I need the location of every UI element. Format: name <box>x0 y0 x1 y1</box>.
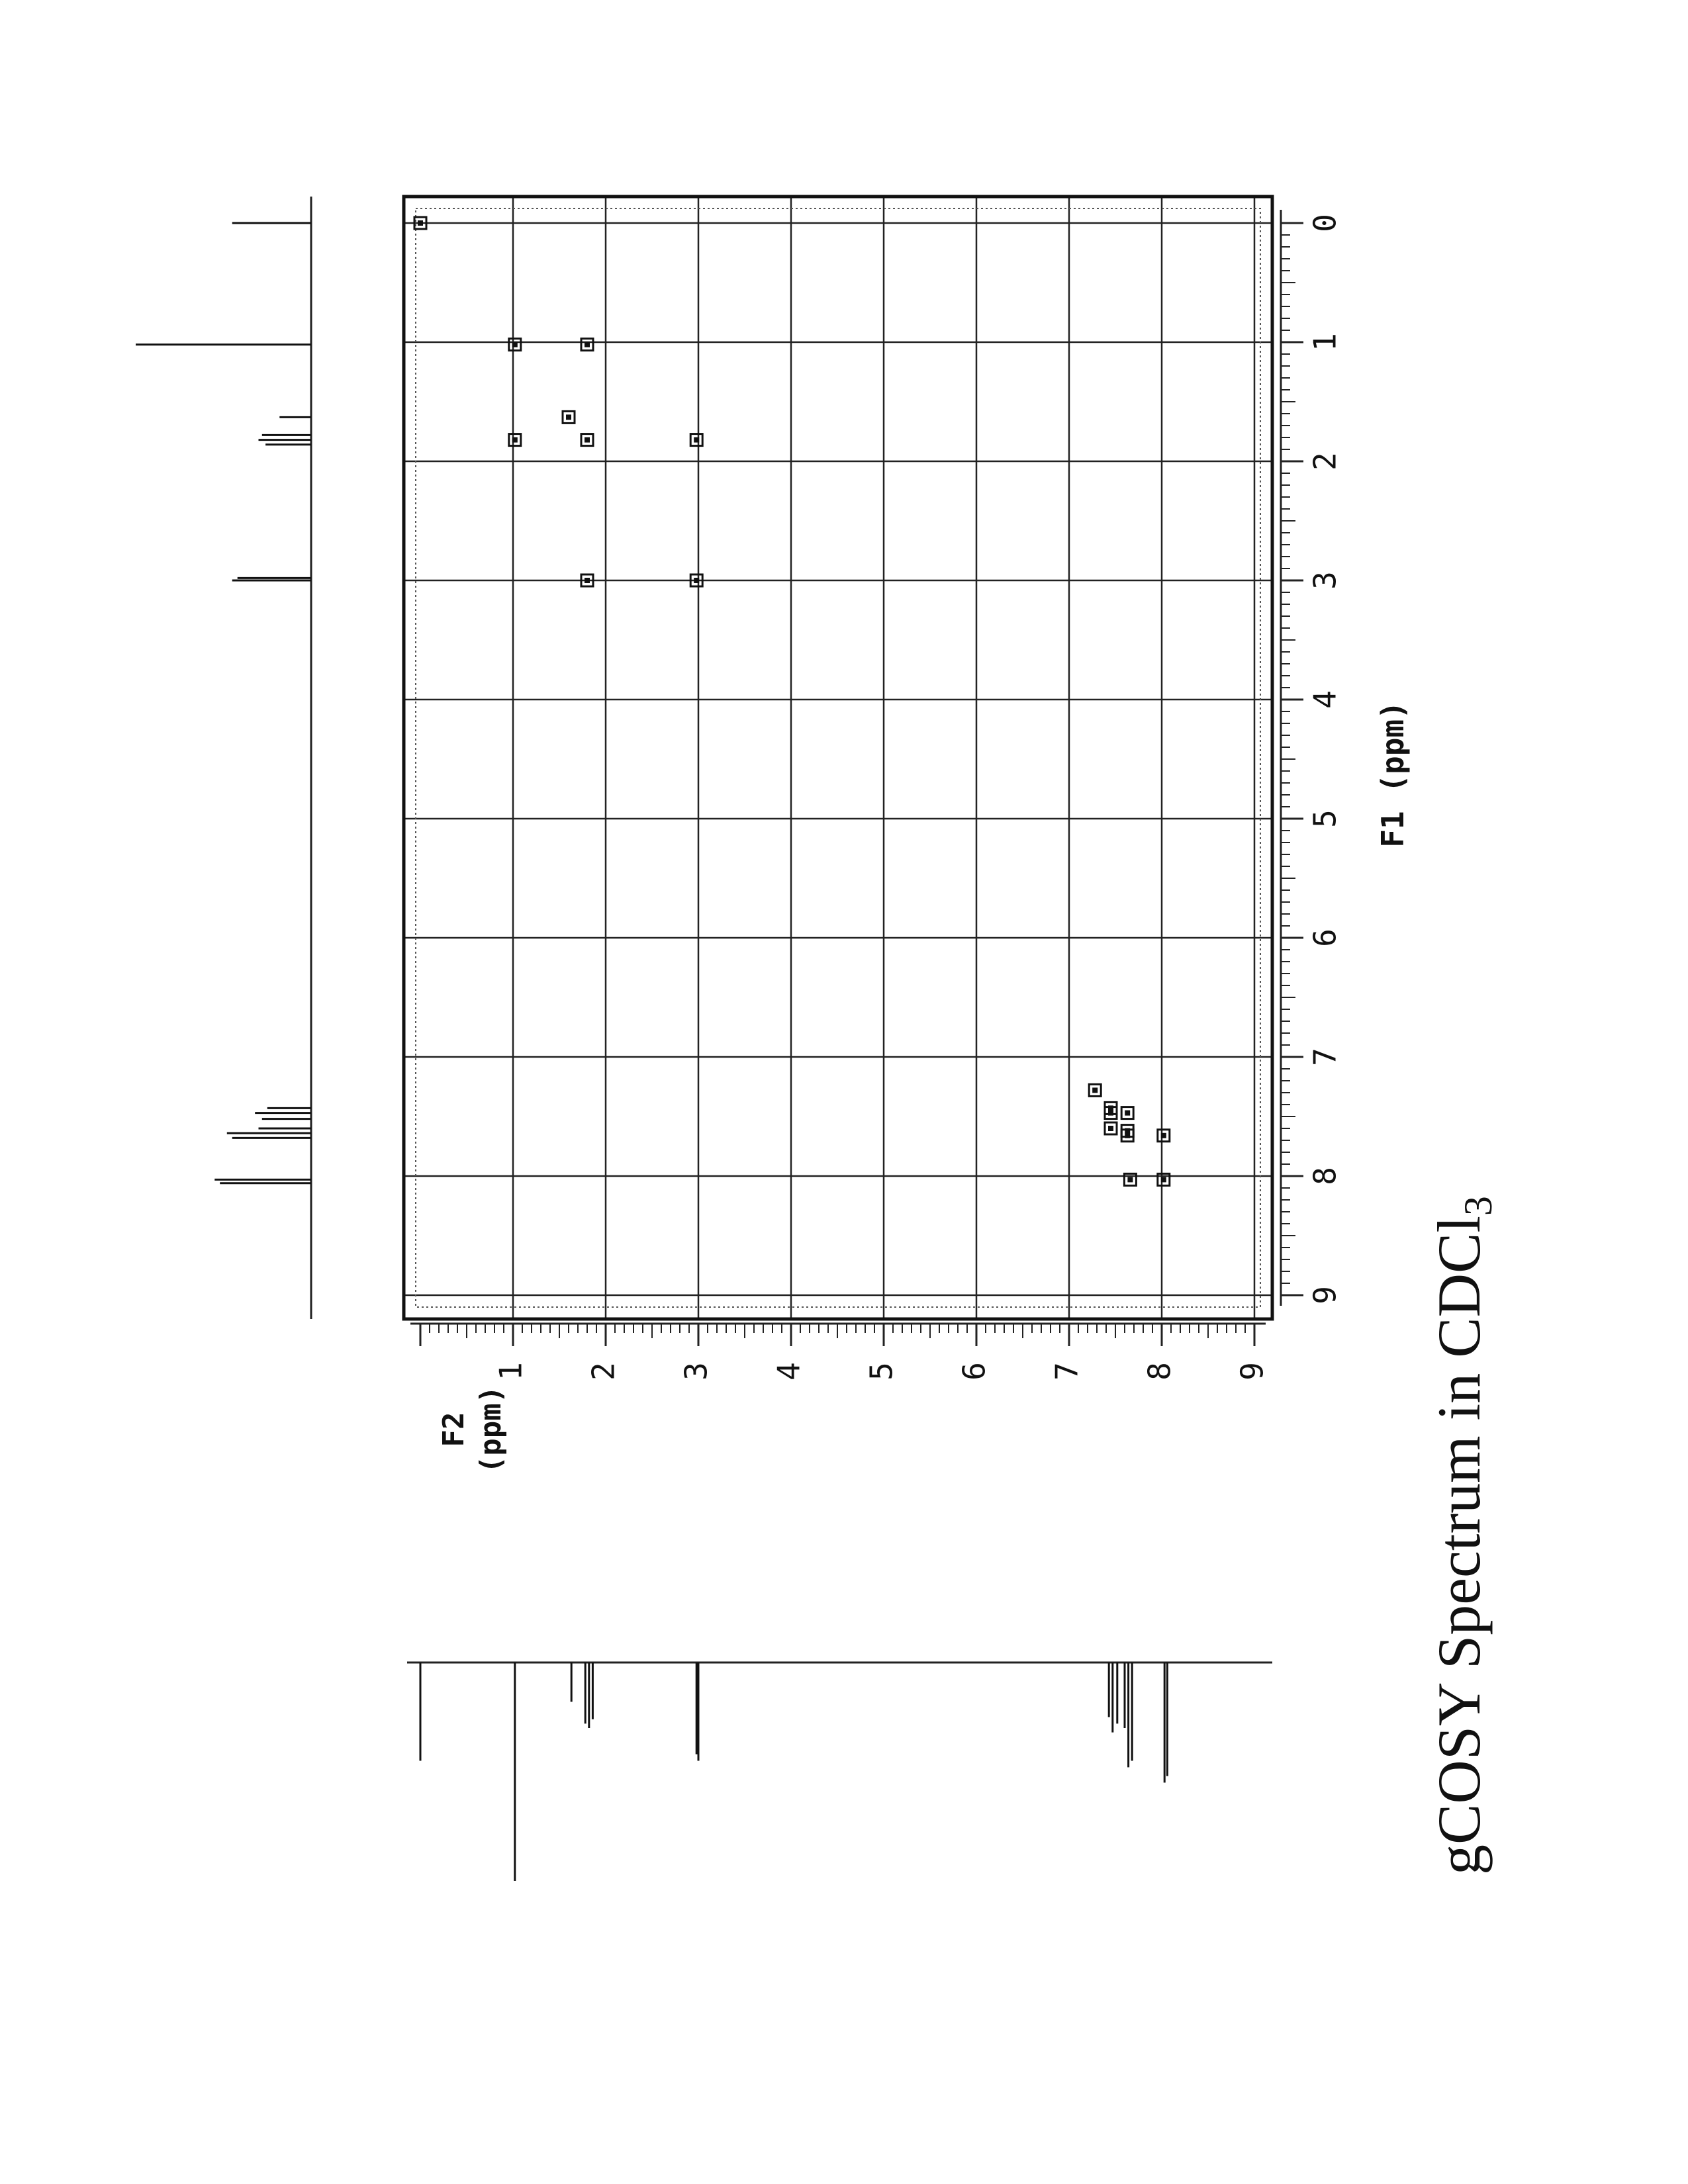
f1-tick-label: 4 <box>1307 690 1343 709</box>
grid-layer <box>404 197 1272 1319</box>
cross-peak <box>1089 1084 1101 1096</box>
cross-peak <box>563 411 575 423</box>
f1-tick-label: 1 <box>1307 333 1343 351</box>
f1-axis-label: F1 (ppm) <box>1375 701 1411 848</box>
f2-tick-label: 1 <box>492 1362 529 1381</box>
f2-tick-label: 5 <box>863 1362 900 1381</box>
cross-peak-core <box>1127 1177 1133 1182</box>
cross-peak-core <box>418 220 423 226</box>
f2-tick-label: 4 <box>771 1362 807 1381</box>
caption-subscript: 3 <box>1456 1196 1500 1216</box>
cross-peak <box>1105 1122 1117 1134</box>
cross-peak-core <box>1092 1087 1098 1093</box>
cross-peak <box>1121 1107 1133 1119</box>
spectrum-caption <box>1425 1196 1500 1875</box>
f1-tick-label: 8 <box>1307 1167 1343 1185</box>
cross-peak-core <box>585 578 590 583</box>
caption-main: gCOSY Spectrum in CDCl <box>1425 1216 1493 1875</box>
cross-peak-core <box>1125 1111 1130 1116</box>
cross-peak-core <box>566 414 571 420</box>
cross-peak-core <box>1125 1133 1130 1138</box>
cross-peak-core <box>694 578 699 583</box>
cross-peak-core <box>694 437 699 443</box>
f2-tick-label: 9 <box>1234 1362 1270 1381</box>
f2-tick-label: 2 <box>585 1362 622 1381</box>
f1-tick-label: 3 <box>1307 571 1343 590</box>
f1-tick-label: 5 <box>1307 809 1343 828</box>
cross-peak <box>1158 1130 1170 1142</box>
cross-peak-core <box>512 437 518 443</box>
cross-peak-core <box>512 342 518 347</box>
cross-peak <box>509 339 521 351</box>
cross-peak-core <box>585 342 590 347</box>
cross-peak <box>690 434 702 446</box>
f1-tick-label: 2 <box>1307 452 1343 471</box>
f1-tick-label: 9 <box>1307 1286 1343 1304</box>
cross-peak <box>509 434 521 446</box>
f1-tick-label: 0 <box>1307 214 1343 232</box>
f2-tick-label: 7 <box>1049 1362 1085 1381</box>
f2-axis-label-line2: (ppm) <box>474 1385 508 1474</box>
plot-frame <box>404 197 1272 1319</box>
f1-tick-label: 6 <box>1307 929 1343 947</box>
f1-tick-label: 7 <box>1307 1048 1343 1066</box>
f2-tick-label: 3 <box>678 1362 714 1381</box>
cross-peak <box>581 339 593 351</box>
cross-peak-core <box>1108 1126 1113 1131</box>
f2-axis-label-line1: F2 <box>437 1412 471 1447</box>
cross-peak-core <box>1161 1177 1166 1182</box>
cross-peak-core <box>1161 1133 1166 1138</box>
cross-peak-core <box>585 437 590 443</box>
projection-layer <box>136 197 1272 1881</box>
cross-peaks-layer <box>414 217 1170 1185</box>
cross-peak-core <box>1108 1111 1113 1116</box>
ticks-layer <box>410 210 1343 1381</box>
f2-tick-label: 6 <box>956 1362 992 1381</box>
cross-peak <box>581 434 593 446</box>
f2-tick-label: 8 <box>1141 1362 1178 1381</box>
